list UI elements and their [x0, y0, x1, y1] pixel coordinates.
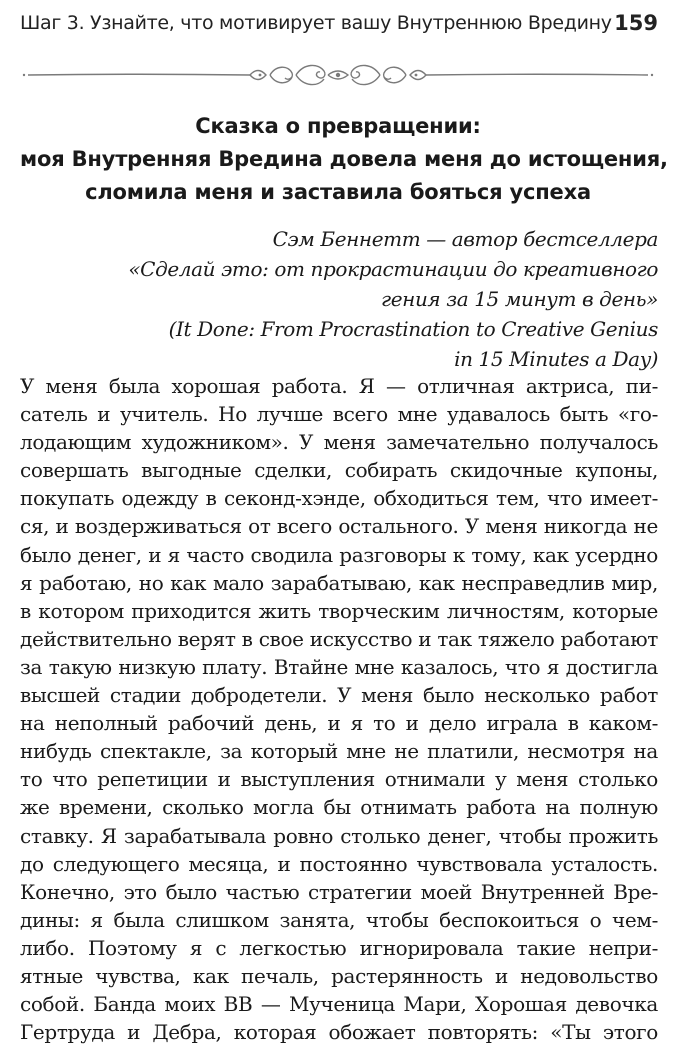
body-line: либо. Поэтому я с легкостью игнорировала такие непри-: [20, 935, 658, 960]
body-line: же времени, сколько могла бы отнимать работа на полную: [20, 795, 658, 820]
epigraph-line: (It Done: From Procrastination to Creative Genius: [168, 317, 658, 341]
body-line: собой. Банда моих ВВ — Мученица Мари, Хорошая девочка: [20, 992, 658, 1017]
epigraph-line: «Сделай это: от прокрастинации до креативного: [128, 257, 658, 281]
body-line: нибудь спектакле, за который мне не платили, несмотря на: [20, 739, 658, 764]
body-line: Конечно, это было частью стратегии моей Внутренней Вре-: [20, 879, 658, 904]
epigraph-line: гения за 15 минут в день»: [381, 287, 658, 311]
body-line: действительно верят в свое искусство и так тяжело работают: [20, 626, 658, 651]
body-line: на неполный рабочий день, и я то и дело играла в каком-: [20, 711, 658, 736]
epigraph-line: in 15 Minutes a Day): [454, 347, 658, 371]
body-line: лодающим художником». У меня замечательно получалось: [20, 430, 658, 455]
body-line: У меня была хорошая работа. Я — отличная актриса, пи-: [20, 374, 658, 398]
body-line: высшей стадии добродетели. У меня было несколько работ: [20, 683, 658, 708]
body-line: было денег, и я часто сводила разговоры к тому, как усердно: [20, 542, 658, 567]
body-line: ставку. Я зарабатывала ровно столько денег, чтобы прожить: [20, 823, 658, 848]
section-title-line: Сказка о превращении:: [195, 114, 481, 138]
epigraph-line: Сэм Беннетт — автор бестселлера: [272, 227, 658, 251]
body-line: ятные чувства, как печаль, растерянность и недовольство: [20, 963, 658, 988]
body-line: я работаю, но как мало зарабатываю, как несправедлив мир,: [20, 570, 658, 595]
body-line: совершать выгодные сделки, собирать скидочные купоны,: [20, 458, 658, 483]
body-line: покупать одежду в секонд-хэнде, обходиться тем, что имеет-: [20, 486, 658, 511]
body-line: в котором приходится жить творческим личностям, которые: [20, 598, 658, 623]
page-number: 159: [614, 11, 658, 35]
ornament-divider: [20, 60, 656, 90]
running-title: Шаг 3. Узнайте, что мотивирует вашу Внутреннюю Вредину: [20, 12, 612, 34]
body-paragraph: [20, 372, 658, 1046]
epigraph: [38, 224, 658, 374]
body-line: до следующего месяца, и постоянно чувствовала усталость.: [20, 851, 658, 876]
body-line: дины: я была слишком занята, чтобы беспокоиться о чем-: [20, 907, 658, 932]
section-title-line: сломила меня и заставила бояться успеха: [85, 180, 591, 204]
section-title: [20, 110, 668, 209]
body-line: ся, и воздерживаться от всего остального. У меня никогда не: [20, 514, 658, 539]
body-line: сатель и учитель. Но лучше всего мне удавалось быть «го-: [20, 402, 658, 427]
body-line: то что репетиции и выступления отнимали у меня столько: [20, 767, 658, 792]
body-line: за такую низкую плату. Втайне мне казалось, что я достигла: [20, 654, 658, 679]
section-title-line: моя Внутренняя Вредина довела меня до истощения,: [20, 147, 668, 171]
running-header: [20, 8, 658, 38]
body-line: Гертруда и Дебра, которая обожает повторять: «Ты этого: [20, 1020, 658, 1045]
